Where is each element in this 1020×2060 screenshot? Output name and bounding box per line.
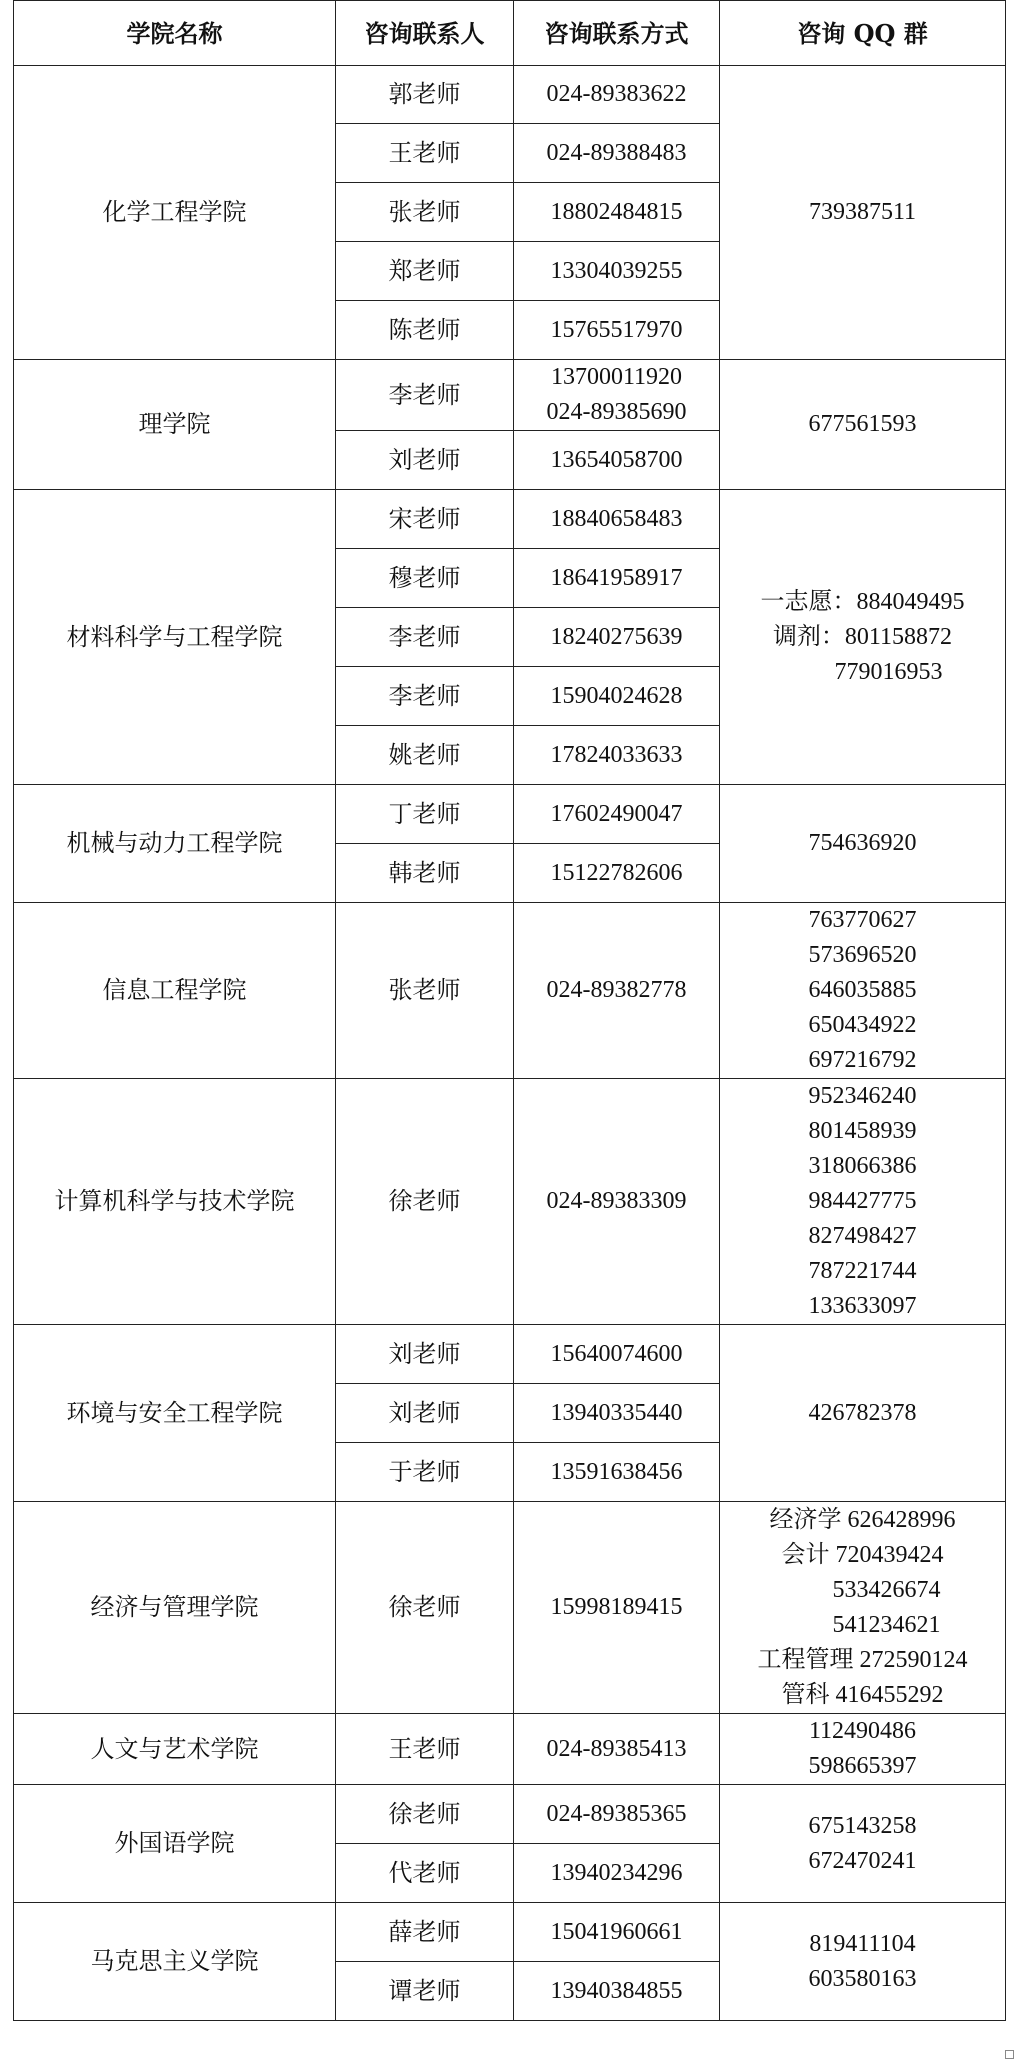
table-row <box>14 1785 1006 1844</box>
qq-groups <box>720 360 1006 490</box>
qq-number: 533426674 <box>832 1576 941 1603</box>
contact-name: 陈老师 <box>336 301 514 360</box>
contact-phone: 15998189415 <box>514 1502 720 1714</box>
contact-name: 郭老师 <box>336 66 514 124</box>
contact-name: 姚老师 <box>336 726 514 785</box>
contact-phone: 15041960661 <box>514 1903 720 1962</box>
qq-number: 754636920 <box>808 830 917 856</box>
qq-number: 603580163 <box>808 1965 917 1992</box>
table-row <box>14 1903 1006 1962</box>
table-row <box>14 1502 1006 1714</box>
qq-number: 801458939 <box>808 1118 917 1144</box>
contact-phone: 13940384855 <box>514 1962 720 2021</box>
college-name: 理学院 <box>14 360 336 490</box>
qq-number: 675143258 <box>808 1812 917 1839</box>
contact-name: 徐老师 <box>336 1502 514 1714</box>
college-name: 计算机科学与技术学院 <box>14 1079 336 1325</box>
college-name: 材料科学与工程学院 <box>14 490 336 785</box>
contact-name: 李老师 <box>336 667 514 726</box>
contact-name: 刘老师 <box>336 1325 514 1384</box>
contact-phone: 18641958917 <box>514 549 720 608</box>
qq-number: 318066386 <box>808 1153 917 1179</box>
contact-name: 李老师 <box>336 608 514 667</box>
qq-groups <box>720 1079 1006 1325</box>
qq-number: 经济学 626428996 <box>769 1506 956 1533</box>
contact-phone: 13940234296 <box>514 1844 720 1903</box>
qq-groups <box>720 785 1006 903</box>
contact-phone: 17824033633 <box>514 726 720 785</box>
qq-groups <box>720 1325 1006 1502</box>
contact-phone: 024-89383622 <box>514 66 720 124</box>
contact-table <box>13 0 1006 2021</box>
contact-phone-line: 024-89385690 <box>546 399 687 425</box>
qq-number: 112490486 <box>808 1718 917 1744</box>
contact-phone: 13654058700 <box>514 431 720 490</box>
college-name: 机械与动力工程学院 <box>14 785 336 903</box>
qq-groups <box>720 490 1006 785</box>
table-row <box>14 490 1006 549</box>
qq-groups <box>720 1903 1006 2021</box>
contact-phone: 024-89385413 <box>514 1714 720 1785</box>
table-row <box>14 1325 1006 1384</box>
contact-name: 王老师 <box>336 1714 514 1785</box>
qq-number: 426782378 <box>808 1399 917 1426</box>
contact-name: 张老师 <box>336 183 514 242</box>
contact-name: 薛老师 <box>336 1903 514 1962</box>
contact-phone: 15765517970 <box>514 301 720 360</box>
qq-number: 697216792 <box>808 1047 917 1073</box>
corner-mark <box>1005 2050 1014 2059</box>
qq-number: 819411104 <box>809 1930 916 1957</box>
contact-phone-line: 13700011920 <box>550 364 683 390</box>
table-row <box>14 785 1006 844</box>
qq-number: 827498427 <box>808 1223 917 1249</box>
contact-name: 宋老师 <box>336 490 514 549</box>
qq-groups <box>720 1785 1006 1903</box>
college-name: 环境与安全工程学院 <box>14 1325 336 1502</box>
table-row <box>14 66 1006 124</box>
college-name: 化学工程学院 <box>14 66 336 360</box>
table-row <box>14 1714 1006 1785</box>
qq-groups <box>720 903 1006 1079</box>
college-name: 外国语学院 <box>14 1785 336 1903</box>
qq-groups <box>720 1502 1006 1714</box>
contact-phone: 13304039255 <box>514 242 720 301</box>
contact-phone: 17602490047 <box>514 785 720 844</box>
contact-name: 刘老师 <box>336 1384 514 1443</box>
qq-number: 133633097 <box>808 1293 917 1319</box>
contact-name: 代老师 <box>336 1844 514 1903</box>
college-name: 马克思主义学院 <box>14 1903 336 2021</box>
contact-name: 谭老师 <box>336 1962 514 2021</box>
table-row <box>14 360 1006 431</box>
qq-number: 573696520 <box>808 942 917 968</box>
contact-name: 郑老师 <box>336 242 514 301</box>
qq-number: 779016953 <box>834 658 943 685</box>
header-row <box>14 1 1006 66</box>
qq-number: 787221744 <box>808 1258 917 1284</box>
contact-phone: 024-89382778 <box>514 903 720 1079</box>
contact-phone <box>514 360 720 431</box>
qq-number: 763770627 <box>808 907 917 933</box>
college-name: 人文与艺术学院 <box>14 1714 336 1785</box>
qq-number: 会计 720439424 <box>781 1541 944 1568</box>
contact-phone: 15904024628 <box>514 667 720 726</box>
contact-phone: 18840658483 <box>514 490 720 549</box>
contact-phone: 024-89388483 <box>514 124 720 183</box>
qq-number: 672470241 <box>808 1847 917 1874</box>
qq-number: 984427775 <box>808 1188 917 1214</box>
qq-number: 工程管理 272590124 <box>757 1646 968 1673</box>
contact-name: 李老师 <box>336 360 514 431</box>
contact-name: 张老师 <box>336 903 514 1079</box>
contact-phone: 18802484815 <box>514 183 720 242</box>
contact-name: 丁老师 <box>336 785 514 844</box>
college-name: 信息工程学院 <box>14 903 336 1079</box>
contact-phone: 024-89383309 <box>514 1079 720 1325</box>
qq-number: 541234621 <box>832 1611 941 1638</box>
contact-name: 徐老师 <box>336 1079 514 1325</box>
qq-number: 598665397 <box>808 1753 917 1779</box>
contact-name: 刘老师 <box>336 431 514 490</box>
qq-groups <box>720 66 1006 360</box>
qq-number: 650434922 <box>808 1012 917 1038</box>
header-qq: 咨询 QQ 群 <box>720 1 1006 66</box>
contact-name: 韩老师 <box>336 844 514 903</box>
qq-number: 739387511 <box>808 199 917 225</box>
header-phone: 咨询联系方式 <box>514 1 720 66</box>
qq-groups <box>720 1714 1006 1785</box>
contact-phone: 18240275639 <box>514 608 720 667</box>
contact-phone: 15122782606 <box>514 844 720 903</box>
contact-phone: 15640074600 <box>514 1325 720 1384</box>
header-contact: 咨询联系人 <box>336 1 514 66</box>
qq-number: 管科 416455292 <box>781 1681 944 1708</box>
header-college: 学院名称 <box>14 1 336 66</box>
contact-name: 徐老师 <box>336 1785 514 1844</box>
qq-number: 一志愿：884049495 <box>760 588 965 615</box>
qq-number: 677561593 <box>808 411 917 437</box>
contact-phone: 13591638456 <box>514 1443 720 1502</box>
qq-number: 调剂：801158872 <box>772 623 953 650</box>
qq-number: 646035885 <box>808 977 917 1003</box>
table-row <box>14 903 1006 1079</box>
contact-name: 穆老师 <box>336 549 514 608</box>
contact-phone: 13940335440 <box>514 1384 720 1443</box>
college-name: 经济与管理学院 <box>14 1502 336 1714</box>
contact-phone: 024-89385365 <box>514 1785 720 1844</box>
table-row <box>14 1079 1006 1325</box>
contact-name: 王老师 <box>336 124 514 183</box>
qq-number: 952346240 <box>808 1083 917 1109</box>
contact-name: 于老师 <box>336 1443 514 1502</box>
